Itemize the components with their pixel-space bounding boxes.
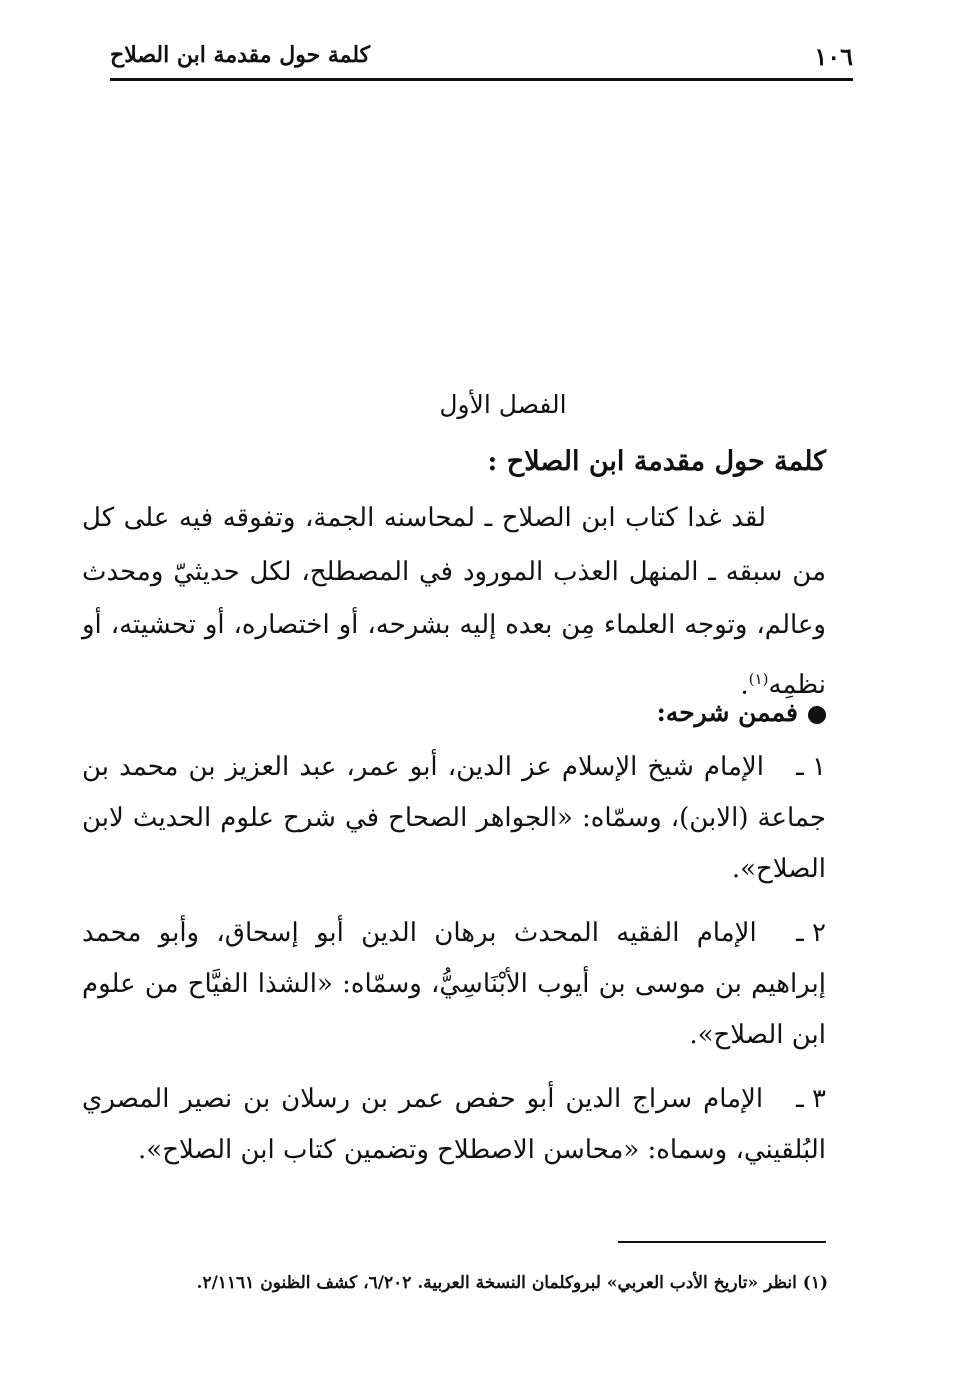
section-heading: كلمة حول مقدمة ابن الصلاح : (487, 446, 826, 477)
running-title: كلمة حول مقدمة ابن الصلاح (110, 42, 371, 68)
item-text: الإمام شيخ الإسلام عز الدين، أبو عمر، عبد العزيز بن محمد بن جماعة (الابن)، وسمّاه: «الجواهر الصحاح في شرح علوم الحديث لابن الصلاح». (82, 752, 826, 884)
bullet-icon (808, 706, 826, 724)
item-text: الإمام سراج الدين أبو حفص عمر بن رسلان بن نصير المصري البُلقيني، وسماه: «محاسن الاصطلاح وتضمين كتاب ابن الصلاح». (82, 1084, 826, 1165)
footnote: (١) انظر «تاريخ الأدب العربي» لبروكلمان النسخة العربية. ٦/٢٠٢، كشف الظنون ٢/١١٦١. (196, 1273, 828, 1293)
sub-heading (657, 698, 826, 727)
footnote-divider (618, 1241, 826, 1243)
page-number: ١٠٦ (814, 42, 853, 71)
commentary-list (82, 742, 826, 1189)
item-number: ٣ ـ (796, 1084, 826, 1114)
footnote-ref: (١) (748, 669, 769, 688)
intro-end: . (740, 670, 749, 701)
list-item (82, 742, 826, 895)
intro-text: لقد غدا كتاب ابن الصلاح ـ لمحاسنه الجمة، وتفوقه فيه على كل من سبقه ـ المنهل العذب المورود في المصطلح، لكل حديثيّ ومحدث وعالم، وتوجه العلماء مِن بعده إليه بشرحه، أو اختصاره، أو تحشيته، أو نظمِه (82, 503, 826, 701)
item-number: ١ ـ (796, 752, 827, 782)
item-text: الإمام الفقيه المحدث برهان الدين أبو إسحاق، وأبو محمد إبراهيم بن موسى بن أيوب الأبْنَاسِيُّ، وسمّاه: «الشذا الفيَّاح من علوم ابن الصلاح». (82, 918, 826, 1050)
chapter-title: الفصل الأول (439, 390, 567, 419)
list-item (82, 908, 826, 1061)
intro-paragraph (82, 492, 826, 713)
item-number: ٢ ـ (796, 918, 827, 948)
sub-heading-text: فممن شرحه: (656, 698, 798, 727)
list-item (82, 1074, 826, 1176)
running-header (110, 38, 853, 81)
